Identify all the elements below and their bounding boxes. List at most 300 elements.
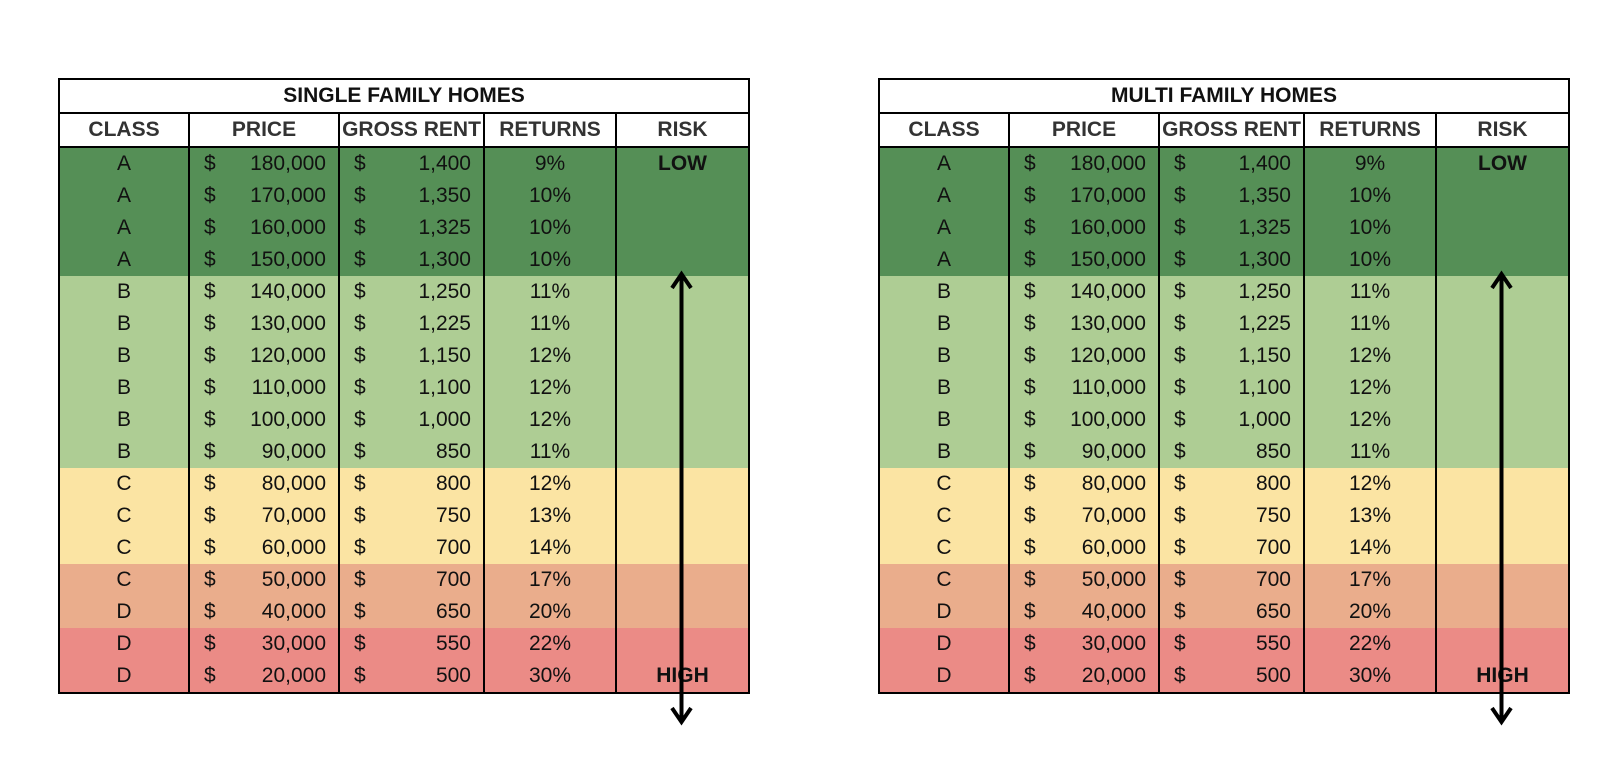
price-amount: 90,000: [1081, 440, 1146, 463]
rent-amount: 500: [435, 664, 471, 687]
cell-risk: [1436, 628, 1569, 660]
rent-amount: 500: [1255, 664, 1291, 687]
cell-returns: 9%: [1304, 147, 1436, 180]
table-row: [59, 596, 749, 628]
table-row: [59, 308, 749, 340]
cell-gross-rent: [339, 436, 484, 468]
table-row: [59, 532, 749, 564]
currency-symbol: $: [1174, 312, 1186, 335]
cell-returns: 11%: [1304, 436, 1436, 468]
cell-class: D: [879, 660, 1009, 693]
cell-class: D: [879, 628, 1009, 660]
cell-class: B: [879, 436, 1009, 468]
cell-risk: [616, 212, 749, 244]
table-row: [59, 212, 749, 244]
cell-price: [1009, 404, 1159, 436]
currency-symbol: $: [1174, 280, 1186, 303]
cell-gross-rent: [1159, 660, 1304, 693]
currency-symbol: $: [354, 568, 366, 591]
table-row: [879, 532, 1569, 564]
table-body: [879, 147, 1569, 693]
cell-gross-rent: [1159, 308, 1304, 340]
rent-amount: 750: [1255, 504, 1291, 527]
cell-class: C: [879, 532, 1009, 564]
cell-class: B: [879, 372, 1009, 404]
header-class: CLASS: [59, 113, 189, 147]
currency-symbol: $: [204, 504, 216, 527]
cell-gross-rent: [339, 372, 484, 404]
table-row: [879, 180, 1569, 212]
cell-price: [1009, 180, 1159, 212]
currency-symbol: $: [1024, 408, 1036, 431]
cell-gross-rent: [1159, 340, 1304, 372]
currency-symbol: $: [1174, 248, 1186, 271]
currency-symbol: $: [1174, 632, 1186, 655]
currency-symbol: $: [204, 152, 216, 175]
price-amount: 70,000: [261, 504, 326, 527]
cell-returns: 30%: [1304, 660, 1436, 693]
cell-price: [189, 147, 339, 180]
currency-symbol: $: [354, 600, 366, 623]
cell-class: B: [879, 404, 1009, 436]
header-price: PRICE: [1009, 113, 1159, 147]
table-row: [59, 436, 749, 468]
cell-price: [1009, 436, 1159, 468]
cell-gross-rent: [339, 532, 484, 564]
cell-gross-rent: [1159, 212, 1304, 244]
currency-symbol: $: [354, 216, 366, 239]
rent-amount: 1,000: [1238, 408, 1291, 431]
currency-symbol: $: [354, 440, 366, 463]
cell-risk: [616, 276, 749, 308]
cell-class: D: [59, 660, 189, 693]
rent-amount: 550: [1255, 632, 1291, 655]
currency-symbol: $: [1024, 184, 1036, 207]
cell-class: C: [879, 564, 1009, 596]
cell-returns: 20%: [1304, 596, 1436, 628]
cell-price: [1009, 244, 1159, 276]
currency-symbol: $: [354, 536, 366, 559]
table-title: SINGLE FAMILY HOMES: [59, 79, 749, 113]
cell-price: [189, 596, 339, 628]
cell-returns: 30%: [484, 660, 616, 693]
currency-symbol: $: [1174, 216, 1186, 239]
currency-symbol: $: [1024, 472, 1036, 495]
cell-returns: 11%: [484, 436, 616, 468]
cell-class: B: [59, 308, 189, 340]
cell-returns: 12%: [1304, 340, 1436, 372]
cell-risk: [616, 308, 749, 340]
price-amount: 150,000: [250, 248, 326, 271]
currency-symbol: $: [204, 632, 216, 655]
currency-symbol: $: [354, 664, 366, 687]
table-title: MULTI FAMILY HOMES: [879, 79, 1569, 113]
cell-gross-rent: [339, 147, 484, 180]
currency-symbol: $: [1024, 152, 1036, 175]
rent-amount: 1,100: [418, 376, 471, 399]
rent-amount: 1,325: [418, 216, 471, 239]
currency-symbol: $: [1174, 408, 1186, 431]
currency-symbol: $: [1024, 664, 1036, 687]
currency-symbol: $: [204, 664, 216, 687]
header-gross-rent: GROSS RENT: [339, 113, 484, 147]
cell-gross-rent: [339, 404, 484, 436]
currency-symbol: $: [204, 376, 216, 399]
currency-symbol: $: [354, 184, 366, 207]
header-risk: RISK: [1436, 113, 1569, 147]
currency-symbol: $: [204, 568, 216, 591]
cell-risk: [616, 404, 749, 436]
cell-class: A: [879, 147, 1009, 180]
cell-price: [1009, 147, 1159, 180]
table-row: [59, 147, 749, 180]
cell-gross-rent: [1159, 147, 1304, 180]
table-row: [879, 340, 1569, 372]
cell-class: C: [59, 532, 189, 564]
currency-symbol: $: [1174, 376, 1186, 399]
single-family-grid: [58, 78, 750, 694]
cell-risk: [616, 180, 749, 212]
table-row: [879, 468, 1569, 500]
price-amount: 130,000: [250, 312, 326, 335]
cell-gross-rent: [339, 596, 484, 628]
currency-symbol: $: [1174, 344, 1186, 367]
price-amount: 80,000: [261, 472, 326, 495]
cell-risk: [1436, 372, 1569, 404]
currency-symbol: $: [1174, 440, 1186, 463]
cell-risk: [1436, 532, 1569, 564]
rent-amount: 1,350: [1238, 184, 1291, 207]
currency-symbol: $: [354, 472, 366, 495]
table-row: [879, 212, 1569, 244]
cell-gross-rent: [339, 628, 484, 660]
currency-symbol: $: [204, 472, 216, 495]
cell-class: A: [879, 244, 1009, 276]
cell-price: [189, 308, 339, 340]
cell-returns: 9%: [484, 147, 616, 180]
rent-amount: 700: [435, 568, 471, 591]
rent-amount: 850: [1255, 440, 1291, 463]
rent-amount: 1,250: [1238, 280, 1291, 303]
table-row: [879, 404, 1569, 436]
cell-gross-rent: [1159, 180, 1304, 212]
cell-class: B: [59, 404, 189, 436]
cell-gross-rent: [339, 180, 484, 212]
cell-returns: 11%: [1304, 308, 1436, 340]
cell-price: [189, 468, 339, 500]
cell-risk: [1436, 308, 1569, 340]
price-amount: 120,000: [250, 344, 326, 367]
cell-risk: [1436, 180, 1569, 212]
rent-amount: 650: [435, 600, 471, 623]
price-amount: 140,000: [1070, 280, 1146, 303]
rent-amount: 1,300: [418, 248, 471, 271]
rent-amount: 1,150: [1238, 344, 1291, 367]
cell-class: B: [59, 340, 189, 372]
cell-returns: 12%: [484, 404, 616, 436]
table-row: [59, 500, 749, 532]
currency-symbol: $: [1024, 280, 1036, 303]
currency-symbol: $: [354, 632, 366, 655]
cell-risk: [616, 532, 749, 564]
cell-price: [1009, 628, 1159, 660]
cell-class: C: [879, 500, 1009, 532]
rent-amount: 1,225: [1238, 312, 1291, 335]
currency-symbol: $: [204, 440, 216, 463]
price-amount: 20,000: [1081, 664, 1146, 687]
cell-price: [1009, 596, 1159, 628]
cell-gross-rent: [339, 212, 484, 244]
table-row: [59, 404, 749, 436]
cell-class: A: [879, 212, 1009, 244]
cell-price: [189, 628, 339, 660]
table-row: [59, 628, 749, 660]
price-amount: 90,000: [261, 440, 326, 463]
cell-class: A: [59, 180, 189, 212]
currency-symbol: $: [1024, 376, 1036, 399]
cell-class: D: [59, 596, 189, 628]
table-row: [879, 372, 1569, 404]
currency-symbol: $: [354, 344, 366, 367]
cell-price: [189, 564, 339, 596]
cell-price: [189, 660, 339, 693]
cell-returns: 14%: [1304, 532, 1436, 564]
cell-class: B: [59, 276, 189, 308]
cell-returns: 10%: [1304, 244, 1436, 276]
table-row: [879, 436, 1569, 468]
cell-price: [1009, 532, 1159, 564]
cell-risk: [1436, 596, 1569, 628]
table-row: [879, 660, 1569, 693]
rent-amount: 1,250: [418, 280, 471, 303]
cell-class: C: [59, 564, 189, 596]
currency-symbol: $: [354, 312, 366, 335]
currency-symbol: $: [354, 504, 366, 527]
price-amount: 20,000: [261, 664, 326, 687]
cell-price: [1009, 468, 1159, 500]
cell-returns: 17%: [1304, 564, 1436, 596]
header-risk: RISK: [616, 113, 749, 147]
single-family-table: [58, 78, 748, 694]
cell-gross-rent: [339, 468, 484, 500]
price-amount: 30,000: [261, 632, 326, 655]
cell-price: [1009, 500, 1159, 532]
risk-high-label: HIGH: [616, 660, 749, 693]
price-amount: 120,000: [1070, 344, 1146, 367]
multi-family-grid: [878, 78, 1570, 694]
cell-gross-rent: [1159, 468, 1304, 500]
table-row: [59, 468, 749, 500]
price-amount: 60,000: [1081, 536, 1146, 559]
cell-price: [1009, 564, 1159, 596]
rent-amount: 700: [1255, 568, 1291, 591]
risk-low-label: LOW: [616, 147, 749, 180]
cell-gross-rent: [1159, 500, 1304, 532]
currency-symbol: $: [204, 536, 216, 559]
cell-class: C: [879, 468, 1009, 500]
cell-price: [1009, 660, 1159, 693]
rent-amount: 1,000: [418, 408, 471, 431]
rent-amount: 1,225: [418, 312, 471, 335]
price-amount: 100,000: [1070, 408, 1146, 431]
cell-risk: [1436, 244, 1569, 276]
cell-risk: [1436, 276, 1569, 308]
rent-amount: 700: [435, 536, 471, 559]
cell-class: B: [879, 308, 1009, 340]
cell-gross-rent: [1159, 532, 1304, 564]
table-row: [879, 244, 1569, 276]
cell-gross-rent: [1159, 244, 1304, 276]
currency-symbol: $: [1024, 632, 1036, 655]
header-price: PRICE: [189, 113, 339, 147]
currency-symbol: $: [354, 248, 366, 271]
price-amount: 180,000: [250, 152, 326, 175]
risk-high-label: HIGH: [1436, 660, 1569, 693]
risk-low-label: LOW: [1436, 147, 1569, 180]
rent-amount: 700: [1255, 536, 1291, 559]
table-row: [59, 244, 749, 276]
header-gross-rent: GROSS RENT: [1159, 113, 1304, 147]
price-amount: 110,000: [1071, 376, 1146, 399]
price-amount: 60,000: [261, 536, 326, 559]
currency-symbol: $: [1024, 216, 1036, 239]
rent-amount: 750: [435, 504, 471, 527]
cell-risk: [1436, 564, 1569, 596]
table-row: [879, 308, 1569, 340]
cell-returns: 12%: [484, 340, 616, 372]
rent-amount: 1,300: [1238, 248, 1291, 271]
table-row: [879, 628, 1569, 660]
cell-risk: [616, 436, 749, 468]
table-row: [59, 340, 749, 372]
cell-price: [189, 404, 339, 436]
cell-class: C: [59, 500, 189, 532]
table-row: [879, 564, 1569, 596]
table-row: [59, 660, 749, 693]
price-amount: 80,000: [1081, 472, 1146, 495]
header-class: CLASS: [879, 113, 1009, 147]
cell-gross-rent: [1159, 628, 1304, 660]
currency-symbol: $: [204, 600, 216, 623]
cell-price: [189, 276, 339, 308]
price-amount: 40,000: [261, 600, 326, 623]
currency-symbol: $: [1024, 568, 1036, 591]
cell-risk: [616, 372, 749, 404]
price-amount: 150,000: [1070, 248, 1146, 271]
currency-symbol: $: [1174, 664, 1186, 687]
cell-class: D: [59, 628, 189, 660]
currency-symbol: $: [1174, 504, 1186, 527]
cell-gross-rent: [339, 564, 484, 596]
cell-class: C: [59, 468, 189, 500]
cell-returns: 10%: [484, 244, 616, 276]
cell-returns: 13%: [484, 500, 616, 532]
currency-symbol: $: [1024, 600, 1036, 623]
currency-symbol: $: [1024, 344, 1036, 367]
table-row: [879, 500, 1569, 532]
cell-risk: [1436, 468, 1569, 500]
table-row: [59, 372, 749, 404]
currency-symbol: $: [1024, 536, 1036, 559]
rent-amount: 850: [435, 440, 471, 463]
rent-amount: 800: [1255, 472, 1291, 495]
cell-price: [1009, 372, 1159, 404]
price-amount: 110,000: [251, 376, 326, 399]
cell-class: A: [59, 212, 189, 244]
cell-risk: [616, 244, 749, 276]
cell-gross-rent: [339, 244, 484, 276]
cell-returns: 20%: [484, 596, 616, 628]
multi-family-table: [878, 78, 1568, 694]
cell-returns: 22%: [484, 628, 616, 660]
table-row: [59, 180, 749, 212]
cell-risk: [616, 628, 749, 660]
cell-returns: 12%: [484, 372, 616, 404]
table-body: [59, 147, 749, 693]
currency-symbol: $: [1174, 184, 1186, 207]
price-amount: 160,000: [250, 216, 326, 239]
header-returns: RETURNS: [484, 113, 616, 147]
cell-returns: 12%: [1304, 468, 1436, 500]
cell-gross-rent: [1159, 436, 1304, 468]
cell-class: D: [879, 596, 1009, 628]
cell-risk: [1436, 436, 1569, 468]
cell-price: [189, 212, 339, 244]
cell-price: [189, 180, 339, 212]
price-amount: 170,000: [1070, 184, 1146, 207]
price-amount: 100,000: [250, 408, 326, 431]
cell-price: [1009, 276, 1159, 308]
table-row: [879, 276, 1569, 308]
price-amount: 170,000: [250, 184, 326, 207]
cell-returns: 12%: [1304, 372, 1436, 404]
cell-risk: [616, 500, 749, 532]
cell-class: B: [879, 340, 1009, 372]
currency-symbol: $: [204, 408, 216, 431]
currency-symbol: $: [204, 248, 216, 271]
cell-gross-rent: [1159, 372, 1304, 404]
currency-symbol: $: [354, 280, 366, 303]
cell-returns: 22%: [1304, 628, 1436, 660]
currency-symbol: $: [1024, 312, 1036, 335]
cell-gross-rent: [1159, 276, 1304, 308]
price-amount: 50,000: [1081, 568, 1146, 591]
cell-returns: 11%: [484, 276, 616, 308]
cell-class: B: [879, 276, 1009, 308]
cell-risk: [1436, 500, 1569, 532]
cell-gross-rent: [339, 660, 484, 693]
currency-symbol: $: [1174, 568, 1186, 591]
rent-amount: 1,150: [418, 344, 471, 367]
price-amount: 140,000: [250, 280, 326, 303]
currency-symbol: $: [204, 280, 216, 303]
cell-gross-rent: [1159, 404, 1304, 436]
cell-returns: 11%: [1304, 276, 1436, 308]
currency-symbol: $: [1024, 248, 1036, 271]
rent-amount: 1,400: [418, 152, 471, 175]
table-row: [59, 276, 749, 308]
price-amount: 50,000: [261, 568, 326, 591]
rent-amount: 550: [435, 632, 471, 655]
cell-returns: 13%: [1304, 500, 1436, 532]
cell-class: A: [59, 244, 189, 276]
cell-price: [189, 436, 339, 468]
currency-symbol: $: [354, 376, 366, 399]
cell-returns: 11%: [484, 308, 616, 340]
cell-price: [189, 244, 339, 276]
price-amount: 130,000: [1070, 312, 1146, 335]
currency-symbol: $: [204, 216, 216, 239]
